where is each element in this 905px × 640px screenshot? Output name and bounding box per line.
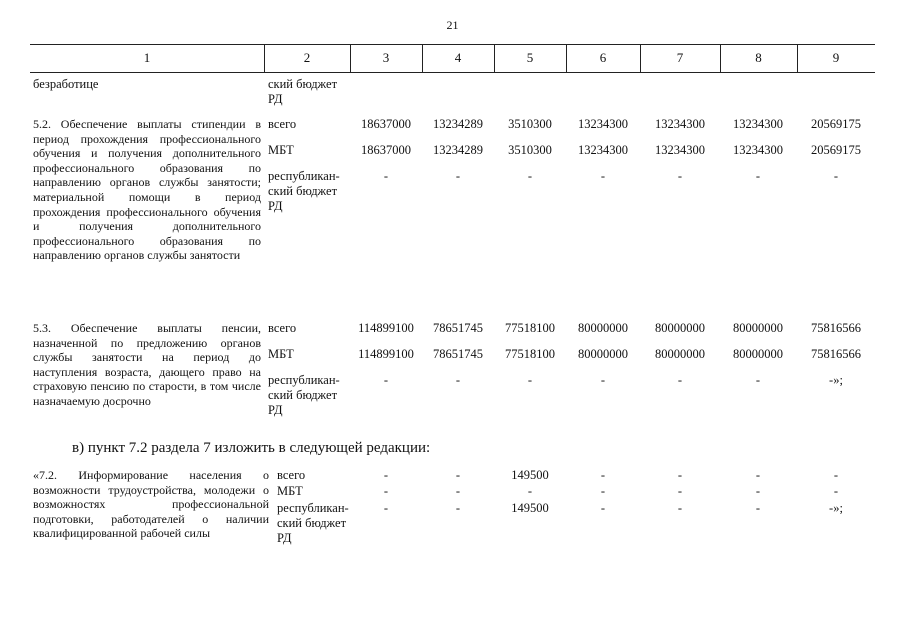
table-cell-value: - (455, 501, 461, 515)
table-cell-value: - (383, 501, 389, 515)
funding-source: РД (268, 199, 283, 213)
table-cell-value: - (600, 501, 606, 515)
table-cell-value: - (527, 484, 533, 498)
table-cell-value: 80000000 (655, 321, 705, 335)
table-cell-value: - (600, 169, 606, 183)
funding-source: всего (268, 117, 297, 131)
table-cell-value: - (833, 169, 839, 183)
table-cell-value: 13234289 (433, 143, 483, 157)
column-header: 4 (454, 50, 462, 65)
table-cell-value: - (755, 373, 761, 387)
table-cell-value: - (833, 484, 839, 498)
row-description: 5.2. Обеспечение выплаты стипендии в период прохождения профессионального обучения и получения дополнительного профессионального образования по направлению органов службы занятости; материальной помощи в период прохождения профессионального обучения и получения дополнительного профессионального образования по направлению органов службы занятости (33, 117, 261, 263)
funding-source: республикан- (268, 169, 340, 183)
row-description: 5.3. Обеспечение выплаты пенсии, назначенной по предложению органов службы занятости на период до наступления возраста, дающего право на страховую пенсию по старости, в том числе назначаемую досрочно (33, 321, 261, 408)
table-cell-value: 13234300 (733, 117, 783, 131)
table-cell-value: 13234300 (733, 143, 783, 157)
table-cell-value: - (677, 501, 683, 515)
table-cell-value: 75816566 (811, 347, 861, 361)
table-cell-value: - (383, 484, 389, 498)
table-cell-value: 80000000 (578, 321, 628, 335)
table-cell-value: 20569175 (811, 143, 861, 157)
funding-source: РД (268, 92, 283, 106)
table-cell-value: - (677, 373, 683, 387)
table-cell-value: 80000000 (655, 347, 705, 361)
table-cell-value: 149500 (511, 501, 549, 515)
table-cell-value: 80000000 (578, 347, 628, 361)
table-cell-value: - (833, 468, 839, 482)
table-cell-value: 13234300 (655, 117, 705, 131)
table-cell-value: 80000000 (733, 347, 783, 361)
column-header: 3 (382, 50, 390, 65)
amendment-intro: в) пункт 7.2 раздела 7 изложить в следующей редакции: (72, 440, 431, 456)
funding-source: ский бюджет (268, 77, 338, 91)
table-cell-value: - (527, 169, 533, 183)
column-header: 6 (599, 50, 607, 65)
table-cell-value: - (455, 484, 461, 498)
funding-source: МБТ (268, 143, 294, 157)
table-cell-value: 114899100 (358, 321, 414, 335)
table-cell-value: - (455, 468, 461, 482)
table-cell-value: 13234300 (578, 143, 628, 157)
table-cell-value: 114899100 (358, 347, 414, 361)
table-cell-value: - (677, 484, 683, 498)
row-description: безработице (33, 77, 99, 91)
funding-source: республикан- (277, 501, 349, 515)
table-cell-value: - (755, 468, 761, 482)
table-cell-value: 20569175 (811, 117, 861, 131)
table-cell-value: - (755, 169, 761, 183)
table-cell-value: 3510300 (508, 117, 552, 131)
table-cell-value: - (600, 468, 606, 482)
table-cell-value: 77518100 (505, 347, 555, 361)
funding-source: ский бюджет (268, 388, 338, 402)
table-cell-value: 75816566 (811, 321, 861, 335)
funding-source: МБТ (277, 484, 303, 498)
column-header: 2 (303, 50, 311, 65)
funding-source: ский бюджет (268, 184, 338, 198)
funding-source: всего (277, 468, 306, 482)
table-cell-value: 18637000 (361, 143, 411, 157)
funding-source: ский бюджет (277, 516, 347, 530)
column-header: 7 (676, 50, 684, 65)
funding-source: всего (268, 321, 297, 335)
table-cell-value: - (600, 373, 606, 387)
table-cell-value: -»; (829, 501, 843, 515)
table-cell-value: 149500 (511, 468, 549, 482)
funding-source: МБТ (268, 347, 294, 361)
table-cell-value: 78651745 (433, 347, 483, 361)
table-cell-value: - (527, 373, 533, 387)
column-header: 5 (526, 50, 534, 65)
table-cell-value: - (455, 373, 461, 387)
table-cell-value: -»; (829, 373, 843, 387)
table-cell-value: 18637000 (361, 117, 411, 131)
table-cell-value: 3510300 (508, 143, 552, 157)
table-cell-value: 13234300 (578, 117, 628, 131)
table-cell-value: - (755, 501, 761, 515)
page-number: 21 (446, 18, 459, 32)
table-cell-value: - (755, 484, 761, 498)
table-cell-value: - (677, 468, 683, 482)
table-cell-value: - (383, 468, 389, 482)
table-cell-value: - (383, 373, 389, 387)
column-header: 8 (755, 50, 762, 65)
column-header: 1 (143, 50, 151, 65)
table-cell-value: 13234300 (655, 143, 705, 157)
table-cell-value: 78651745 (433, 321, 483, 335)
column-header: 9 (832, 50, 840, 65)
table-cell-value: - (383, 169, 389, 183)
row-description: «7.2. Информирование населения о возможности трудоустройства, молодежи о возможностях профессиональной подготовки, работодателей о наличии квалифицированной рабочей силы (33, 468, 269, 541)
table-cell-value: 80000000 (733, 321, 783, 335)
funding-source: РД (277, 531, 292, 545)
funding-source: РД (268, 403, 283, 417)
table-cell-value: - (677, 169, 683, 183)
header-bottom-rule (30, 72, 875, 73)
table-cell-value: - (455, 169, 461, 183)
table-cell-value: 13234289 (433, 117, 483, 131)
funding-source: республикан- (268, 373, 340, 387)
table-cell-value: - (600, 484, 606, 498)
header-top-rule (30, 44, 875, 45)
table-cell-value: 77518100 (505, 321, 555, 335)
